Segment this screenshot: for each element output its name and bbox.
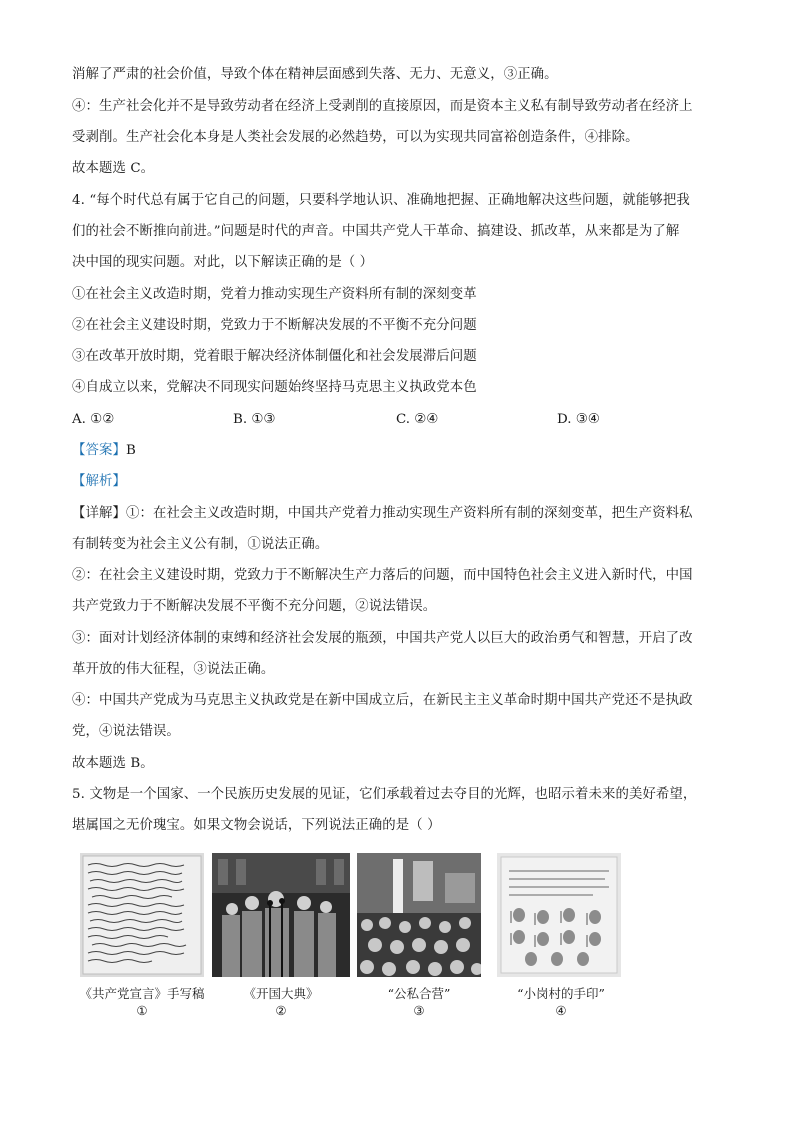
- figure-caption: “小岗村的手印”: [517, 986, 605, 1001]
- text-line: ③：面对计划经济体制的束缚和经济社会发展的瓶颈，中国共产党人以巨大的政治勇气和智慧，开启了改: [72, 631, 693, 646]
- option-d: D. ③④: [557, 412, 600, 427]
- statement-2: ②在社会主义建设时期，党致力于不断解决发展的不平衡不充分问题: [72, 318, 477, 333]
- text-line: ①：在社会主义改造时期，中国共产党着力推动实现生产资料所有制的深刻变革，把生产资料私: [125, 506, 693, 521]
- text-line: 故本题选 B。: [72, 756, 154, 771]
- text-line: 堪属国之无价瑰宝。如果文物会说话，下列说法正确的是（ ）: [72, 818, 441, 833]
- text-line: 受剥削。生产社会化本身是人类社会发展的必然趋势，可以为实现共同富裕创造条件，④排除。: [72, 130, 639, 145]
- statement-4: ④自成立以来，党解决不同现实问题始终坚持马克思主义执政党本色: [72, 380, 477, 395]
- ceremony-photo: [212, 853, 350, 977]
- text-line: 革开放的伟大征程，③说法正确。: [72, 662, 275, 677]
- answer-value: B: [125, 443, 136, 458]
- answer-tag: 【答案】: [72, 443, 126, 458]
- text-line: ②：在社会主义建设时期，党致力于不断解决生产力落后的问题，而中国特色社会主义进入新时代，中国: [72, 568, 693, 583]
- figure-caption: “公私合营”: [387, 986, 451, 1001]
- option-a: A. ①②: [72, 412, 115, 427]
- figure-number: ②: [275, 1003, 287, 1018]
- text-line: 们的社会不断推向前进。”问题是时代的声音。中国共产党人干革命、搞建设、抓改革，从来都是为了解: [72, 224, 680, 239]
- statement-3: ③在改革开放时期，党着眼于解决经济体制僵化和社会发展滞后问题: [72, 349, 477, 364]
- option-c: C. ②④: [396, 412, 439, 427]
- text-line: ④：生产社会化并不是导致劳动者在经济上受剥削的直接原因，而是资本主义私有制导致劳动者在经济上: [72, 99, 693, 114]
- fingerprint-document-photo: [497, 853, 621, 977]
- text-line: 党，④说法错误。: [72, 724, 180, 739]
- statement-1: ①在社会主义改造时期，党着力推动实现生产资料所有制的深刻变革: [72, 287, 477, 302]
- answer-line: [72, 441, 732, 461]
- figure-caption: 《开国大典》: [243, 986, 319, 1001]
- figure-caption: 《共产党宣言》手写稿: [79, 986, 205, 1001]
- question-4-stem: 4. “每个时代总有属于它自己的问题，只要科学地认识、准确地把握、正确地解决这些问题，就能够把我: [72, 193, 690, 208]
- manuscript-photo: [80, 853, 204, 977]
- figure-number: ③: [413, 1003, 425, 1018]
- text-line: 故本题选 C。: [72, 161, 155, 176]
- text-line: ④：中国共产党成为马克思主义执政党是在新中国成立后，在新民主主义革命时期中国共产党还不是执政: [72, 693, 693, 708]
- detail-tag: 【详解】: [72, 506, 126, 521]
- option-b: B. ①③: [233, 412, 276, 427]
- figure-number: ①: [136, 1003, 148, 1018]
- analysis-line: [72, 472, 732, 492]
- crowd-photo: [357, 853, 481, 977]
- detail-line: [72, 504, 732, 524]
- analysis-tag: 【解析】: [72, 474, 126, 489]
- text-line: 共产党致力于不断解决发展不平衡不充分问题，②说法错误。: [72, 599, 437, 614]
- text-line: 决中国的现实问题。对此，以下解读正确的是（ ）: [72, 255, 374, 270]
- text-line: 有制转变为社会主义公有制，①说法正确。: [72, 537, 329, 552]
- question-5-stem: 5. 文物是一个国家、一个民族历史发展的见证，它们承载着过去夺目的光辉，也昭示着未来的美好希望，: [72, 787, 697, 802]
- text-line: 消解了严肃的社会价值，导致个体在精神层面感到失落、无力、无意义，③正确。: [72, 67, 558, 82]
- figure-number: ④: [555, 1003, 567, 1018]
